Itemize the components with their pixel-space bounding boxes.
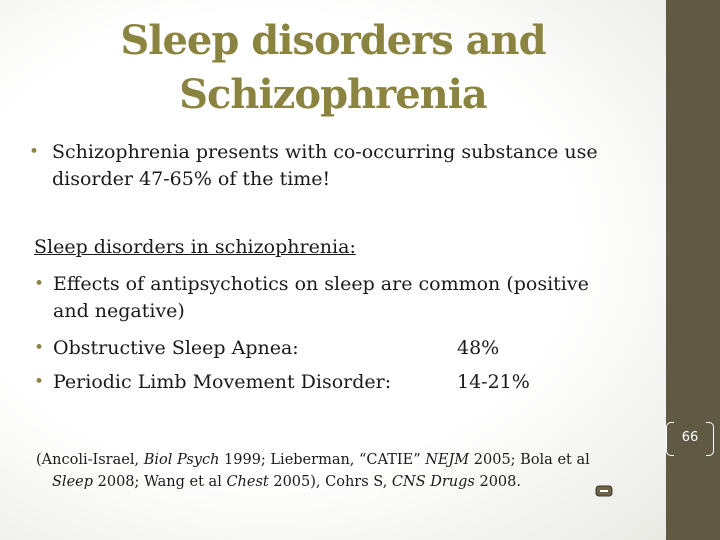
citation-part: 2008; Wang et al: [97, 474, 222, 490]
intro-line1: Schizophrenia presents with co-occurring substance use: [52, 141, 598, 163]
citation-line2: [52, 471, 521, 493]
citation-journal: NEJM: [425, 452, 470, 468]
citation-part: 1999; Lieberman, “CATIE”: [224, 452, 421, 468]
bullet-marker: •: [29, 142, 40, 162]
citation-part: (Ancoli-Israel,: [36, 452, 140, 468]
item-antipsychotics-line1: Effects of antipsychotics on sleep are common (positive: [53, 273, 589, 295]
bullet-marker: •: [34, 274, 45, 294]
item-antipsychotics-line2: and negative): [53, 300, 185, 322]
section-heading: Sleep disorders in schizophrenia:: [34, 236, 356, 258]
bullet-marker: •: [34, 372, 45, 392]
citation-journal: Sleep: [52, 474, 94, 490]
slide-sidebar: [666, 0, 720, 540]
citation-part: 2005; Bola et al: [473, 452, 590, 468]
citation-journal: Chest: [226, 474, 269, 490]
item-plmd-label: Periodic Limb Movement Disorder:: [53, 371, 392, 393]
citation-line1: [36, 449, 590, 471]
page-number-box: [662, 418, 718, 458]
item-osa-label: Obstructive Sleep Apnea:: [53, 337, 299, 359]
bullet-marker: •: [34, 338, 45, 358]
slide-title-line1: Sleep disorders and: [120, 17, 546, 64]
audio-speaker-icon[interactable]: [595, 484, 613, 498]
citation-journal: Biol Psych: [143, 452, 220, 468]
citation-journal: CNS Drugs: [391, 474, 475, 490]
page-number: 66: [681, 430, 699, 445]
citation-part: 2008.: [479, 474, 521, 490]
citation-part: 2005), Cohrs S,: [273, 474, 388, 490]
intro-line2: disorder 47-65% of the time!: [52, 168, 331, 190]
slide-title-line2: Schizophrenia: [179, 71, 487, 118]
item-osa-value: 48%: [457, 337, 500, 359]
item-plmd-value: 14-21%: [457, 371, 530, 393]
